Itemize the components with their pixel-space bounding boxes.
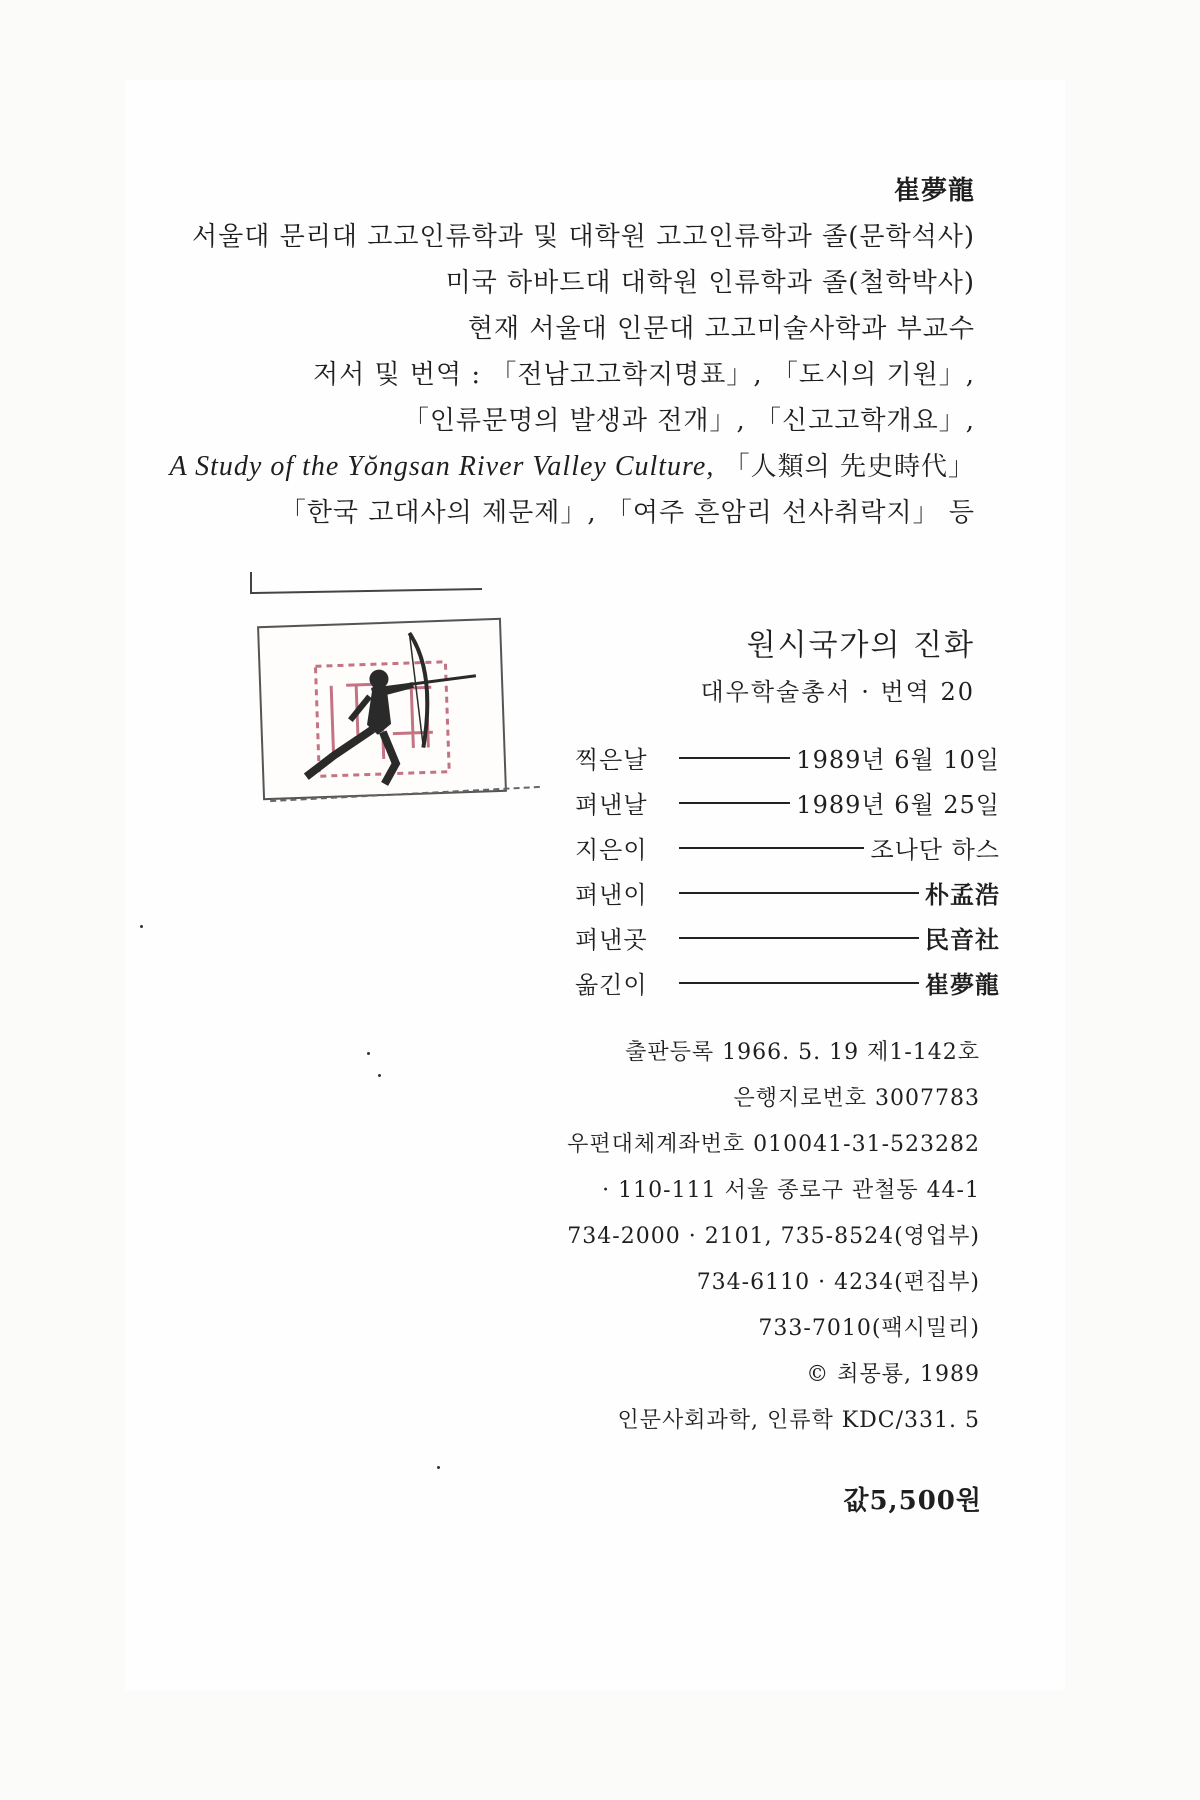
translator-name: 崔夢龍 <box>893 176 975 206</box>
colophon-value: 조나단 하스 <box>870 836 1000 864</box>
print-speck <box>140 925 143 928</box>
print-speck <box>378 1074 381 1077</box>
colophon-table <box>575 735 1000 1005</box>
colophon-dash <box>679 892 919 894</box>
print-speck <box>437 1466 440 1469</box>
publisher-line: · 110-111 서울 종로구 관철동 44-1 <box>602 1178 980 1203</box>
translator-bio <box>170 168 975 536</box>
colophon-dash <box>679 982 919 984</box>
colophon-row <box>575 870 1000 915</box>
publisher-line: 은행지로번호 3007783 <box>733 1086 980 1111</box>
print-speck <box>367 1052 370 1055</box>
colophon-label: 펴낸곳 <box>575 926 648 954</box>
colophon-label: 찍은날 <box>575 746 648 774</box>
frame-rule-top <box>250 568 482 594</box>
bio-line: 현재 서울대 인문대 고고미술사학과 부교수 <box>467 314 975 344</box>
colophon-row <box>575 915 1000 960</box>
colophon-row <box>575 960 1000 1005</box>
archer-seal-icon <box>259 620 505 798</box>
colophon-label: 지은이 <box>575 836 648 864</box>
publisher-line: 734-2000 · 2101, 735-8524(영업부) <box>567 1224 980 1249</box>
colophon-label: 펴낸날 <box>575 791 648 819</box>
book-title-block <box>700 622 975 714</box>
colophon-value: 崔夢龍 <box>925 970 1000 999</box>
colophon-value: 朴孟浩 <box>925 880 1000 909</box>
colophon-dash <box>679 847 864 849</box>
colophon-row <box>575 825 1000 870</box>
colophon-dash <box>679 757 790 759</box>
classification-line: 인문사회과학, 인류학 KDC/331. 5 <box>617 1408 980 1433</box>
archer-seal-emblem <box>257 618 507 800</box>
copyright-line: © 최몽룡, 1989 <box>806 1362 980 1387</box>
series-label: 대우학술총서 · 번역 20 <box>700 678 975 706</box>
colophon-value: 民音社 <box>925 925 1000 954</box>
colophon-row <box>575 780 1000 825</box>
colophon-value: 1989년 6월 25일 <box>796 791 1000 819</box>
publisher-info <box>567 1030 980 1444</box>
price: 값5,500원 <box>843 1486 982 1516</box>
publisher-line: 734-6110 · 4234(편집부) <box>696 1270 980 1295</box>
bio-works-line <box>170 444 975 490</box>
colophon-label: 펴낸이 <box>575 881 648 909</box>
bio-line: 저서 및 번역 : 「전남고고학지명표」, 「도시의 기원」, <box>313 360 975 390</box>
bio-line: 서울대 문리대 고고인류학과 및 대학원 고고인류학과 졸(문학석사) <box>191 222 975 252</box>
book-title: 원시국가의 진화 <box>746 628 975 663</box>
bio-line: 「인류문명의 발생과 전개」, 「신고고학개요」, <box>402 406 975 436</box>
bio-line: 미국 하바드대 대학원 인류학과 졸(철학박사) <box>445 268 975 298</box>
works-english-title: A Study of the Yŏngsan River Valley Culture, <box>169 451 715 482</box>
publisher-line: 출판등록 1966. 5. 19 제1-142호 <box>625 1040 980 1065</box>
colophon-dash <box>679 937 919 939</box>
works-cjk-title: 「人類의 先史時代」 <box>723 452 975 482</box>
colophon-label: 옮긴이 <box>575 971 648 999</box>
publisher-line: 우편대체계좌번호 010041-31-523282 <box>567 1132 980 1157</box>
colophon-dash <box>679 802 790 804</box>
colophon-value: 1989년 6월 10일 <box>796 746 1000 774</box>
bio-line: 「한국 고대사의 제문제」, 「여주 흔암리 선사취락지」 등 <box>279 498 975 528</box>
publisher-line: 733-7010(팩시밀리) <box>758 1316 980 1341</box>
colophon-row <box>575 735 1000 780</box>
